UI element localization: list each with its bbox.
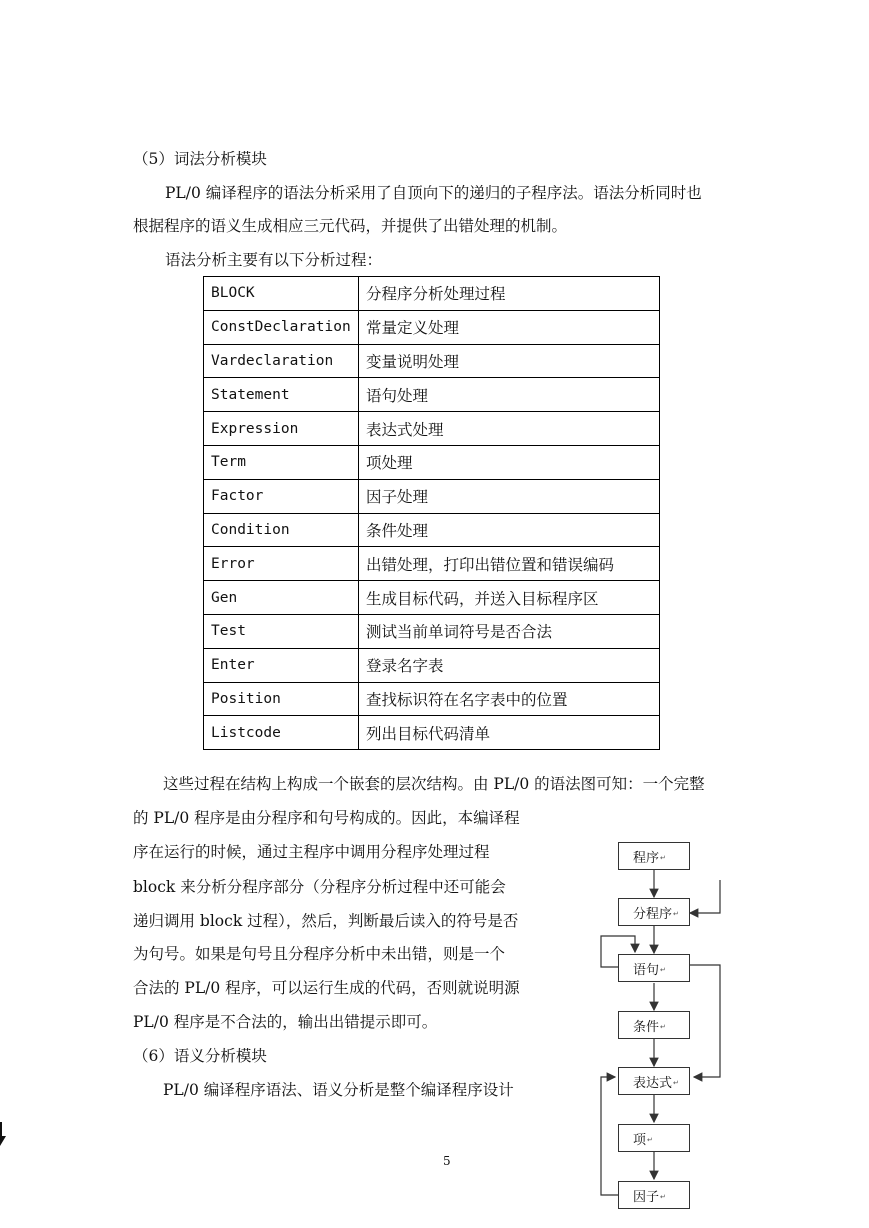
flow-node-condition — [618, 1011, 690, 1039]
flow-node-label: 因子 — [633, 1189, 660, 1205]
flow-node-block — [618, 898, 690, 926]
paragraph-line: 根据程序的语义生成相应三元代码，并提供了出错处理的机制。 — [133, 217, 568, 235]
paragraph-line: PL/0 编译程序语法、语义分析是整个编译程序设计 — [163, 1081, 514, 1099]
procedure-description: 因子处理 — [359, 479, 660, 513]
flow-node-label: 条件 — [633, 1019, 660, 1035]
procedure-name: Position — [204, 682, 359, 716]
page-number: 5 — [443, 1154, 451, 1168]
procedure-name: Statement — [204, 378, 359, 412]
paragraph-mark: ↵ — [647, 1136, 653, 1144]
section-title-semantic: （6）语义分析模块 — [133, 1047, 267, 1065]
procedure-name: Condition — [204, 513, 359, 547]
paragraph-line: 为句号。如果是句号且分程序分析中未出错，则是一个 — [133, 945, 506, 963]
paragraph-mark: ↵ — [673, 1079, 679, 1087]
procedure-name: Enter — [204, 648, 359, 682]
procedure-description: 查找标识符在名字表中的位置 — [359, 682, 660, 716]
paragraph-mark: ↵ — [660, 1023, 666, 1031]
procedure-name: Gen — [204, 581, 359, 615]
procedure-description: 表达式处理 — [359, 412, 660, 446]
paragraph-mark: ↵ — [660, 966, 666, 974]
down-arrow-icon — [0, 1122, 6, 1146]
procedure-description: 登录名字表 — [359, 648, 660, 682]
arrow-loop-block — [690, 880, 720, 913]
flow-node-label: 项 — [633, 1132, 647, 1148]
paragraph-line: 这些过程在结构上构成一个嵌套的层次结构。由 PL/0 的语法图可知：一个完整 — [163, 775, 705, 793]
procedure-name: Factor — [204, 479, 359, 513]
procedure-name: Expression — [204, 412, 359, 446]
flow-node-term — [618, 1124, 690, 1152]
flow-node-label: 程序 — [633, 850, 660, 866]
flow-node-label: 分程序 — [633, 906, 673, 922]
flow-node-program — [618, 842, 690, 870]
procedure-description: 出错处理，打印出错位置和错误编码 — [359, 547, 660, 581]
procedure-description: 变量说明处理 — [359, 344, 660, 378]
paragraph-line: PL/0 编译程序的语法分析采用了自顶向下的递归的子程序法。语法分析同时也 — [165, 184, 702, 202]
procedure-name: ConstDeclaration — [204, 310, 359, 344]
procedure-name: Listcode — [204, 716, 359, 750]
procedure-description: 列出目标代码清单 — [359, 716, 660, 750]
paragraph-mark: ↵ — [673, 910, 679, 918]
paragraph-mark: ↵ — [660, 1193, 666, 1201]
procedure-description: 测试当前单词符号是否合法 — [359, 614, 660, 648]
paragraph-line: 语法分析主要有以下分析过程： — [165, 251, 383, 269]
flow-node-label: 语句 — [633, 962, 660, 978]
paragraph-line: 序在运行的时候，通过主程序中调用分程序处理过程 — [133, 843, 490, 861]
procedure-description: 语句处理 — [359, 378, 660, 412]
paragraph-line: PL/0 程序是不合法的，输出出错提示即可。 — [133, 1013, 438, 1031]
flow-node-statement — [618, 954, 690, 982]
procedure-description: 常量定义处理 — [359, 310, 660, 344]
procedure-name: Term — [204, 445, 359, 479]
paragraph-line: block 来分析分程序部分（分程序分析过程中还可能会 — [133, 878, 506, 896]
arrow-statement-to-expression — [690, 965, 720, 1077]
procedure-description: 项处理 — [359, 445, 660, 479]
paragraph-line: 递归调用 block 过程），然后，判断最后读入的符号是否 — [133, 912, 519, 930]
procedure-description: 分程序分析处理过程 — [359, 277, 660, 311]
paragraph-mark: ↵ — [660, 854, 666, 862]
flow-node-label: 表达式 — [633, 1075, 673, 1091]
flow-node-expression — [618, 1067, 690, 1095]
procedure-description: 生成目标代码，并送入目标程序区 — [359, 581, 660, 615]
paragraph-line: 的 PL/0 程序是由分程序和句号构成的。因此，本编译程 — [133, 809, 520, 827]
section-title-lexical: （5）词法分析模块 — [133, 150, 267, 168]
procedure-name: Error — [204, 547, 359, 581]
procedure-name: Vardeclaration — [204, 344, 359, 378]
procedure-name: BLOCK — [204, 277, 359, 311]
flow-node-factor — [618, 1181, 690, 1209]
paragraph-line: 合法的 PL/0 程序，可以运行生成的代码，否则就说明源 — [133, 979, 520, 997]
procedure-description: 条件处理 — [359, 513, 660, 547]
procedure-name: Test — [204, 614, 359, 648]
arrow-loop-factor — [601, 1077, 618, 1195]
